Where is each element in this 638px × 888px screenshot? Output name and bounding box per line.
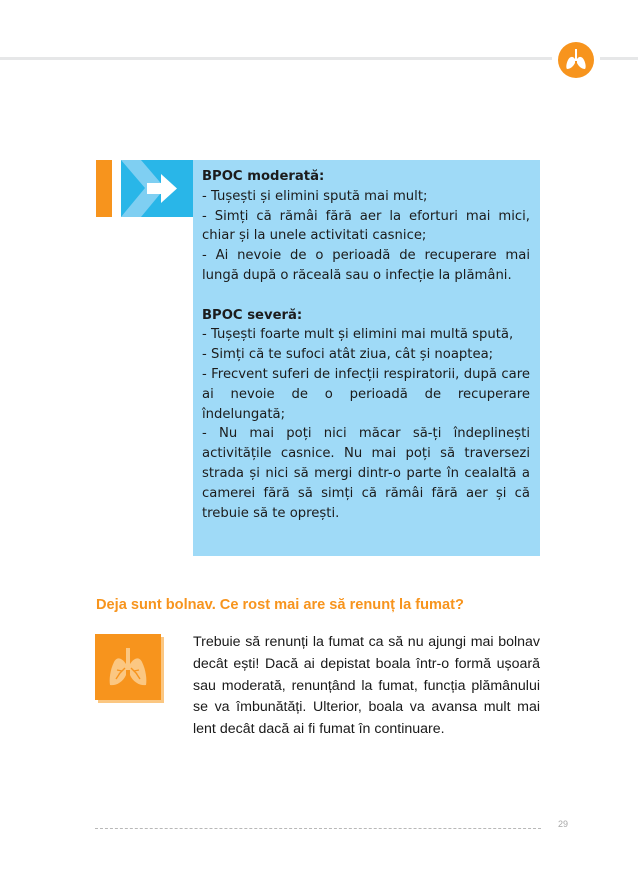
footer-dashed-rule bbox=[95, 828, 541, 829]
severe-line: - Nu mai poți nici măcar să-ți îndeplinești activitățile casnice. Nu mai poți să traversezi strada și nici să mergi dintr-o parte în cealaltă a camerei fără să simți că rămâi fără aer și că trebuie să te oprești. bbox=[202, 426, 530, 521]
moderate-line: - Ai nevoie de o perioadă de recuperare mai lungă după o răceală sau o infecție la plămâni. bbox=[202, 248, 530, 283]
moderate-line: - Simți că rămâi fără aer la eforturi mai mici, chiar și la unele activitati casnice; bbox=[202, 208, 530, 244]
severe-line: - Tușești foarte mult și elimini mai multă spută, bbox=[202, 327, 514, 343]
moderate-heading: BPOC moderată: bbox=[202, 169, 325, 184]
bpoc-info-text bbox=[202, 167, 530, 523]
page-number: 29 bbox=[558, 819, 569, 829]
section-title: Deja sunt bolnav. Ce rost mai are să renunț la fumat? bbox=[96, 597, 464, 613]
lungs-icon bbox=[558, 42, 594, 78]
header-rule-left bbox=[0, 57, 552, 60]
moderate-line: - Tușești și elimini spută mai mult; bbox=[202, 188, 428, 204]
accent-bar bbox=[96, 160, 112, 217]
section-body: Trebuie să renunți la fumat ca să nu ajungi mai bolnav decât ești! Dacă ai depistat boala într-o formă ușoară sau moderată, renunțând la fumat, funcția plămânului se va îmbunătăți. Ulterior, boala va avansa mult mai lent decât dacă ai fi fumat în continuare. bbox=[193, 634, 540, 738]
header-rule-right bbox=[600, 57, 638, 60]
lungs-icon bbox=[95, 634, 161, 700]
severe-heading: BPOC severă: bbox=[202, 307, 303, 323]
arrow-right-icon bbox=[121, 160, 193, 217]
severe-line: - Frecvent suferi de infecții respiratorii, după care ai nevoie de o perioadă de recuperare îndelungată; bbox=[202, 366, 530, 422]
severe-line: - Simți că te sufoci atât ziua, cât și noaptea; bbox=[202, 347, 494, 363]
